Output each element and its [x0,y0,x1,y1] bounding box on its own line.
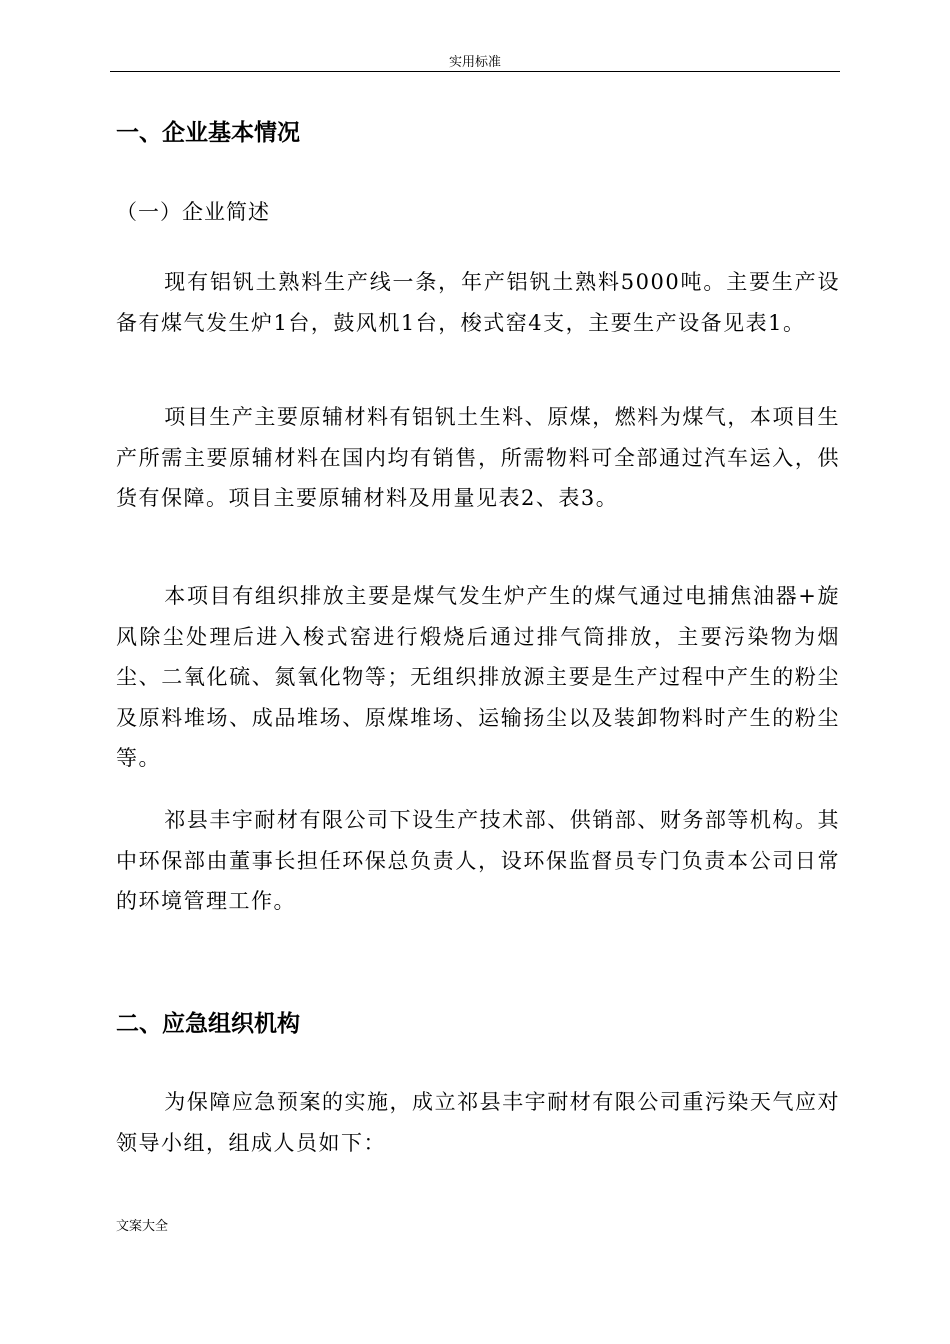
paragraph-4: 祁县丰宇耐材有限公司下设生产技术部、供销部、财务部等机构。其中环保部由董事长担任环保总负责人，设环保监督员专门负责本公司日常的环境管理工作。 [116,808,840,913]
paragraph-2: 项目生产主要原辅材料有铝钒土生料、原煤，燃料为煤气，本项目生产所需主要原辅材料在国内均有销售，所需物料可全部通过汽车运入，供货有保障。项目主要原辅材料及用量见表2、表3。 [116,405,840,510]
page-footer: 文案大全 [116,1219,169,1234]
paragraph-5: 为保障应急预案的实施，成立祁县丰宇耐材有限公司重污染天气应对领导小组，组成人员如下： [116,1090,840,1155]
section-heading-2: 二、应急组织机构 [116,1011,300,1037]
header-rule [110,71,840,72]
page-header: 实用标准 [448,55,501,70]
paragraph-1: 现有铝钒土熟料生产线一条，年产铝钒土熟料5000吨。主要生产设备有煤气发生炉1台，鼓风机1台，梭式窑4支，主要生产设备见表1。 [116,270,840,335]
section-subheading-1-1: （一）企业简述 [116,200,270,224]
paragraph-3: 本项目有组织排放主要是煤气发生炉产生的煤气通过电捕焦油器+旋风除尘处理后进入梭式窑进行煅烧后通过排气筒排放，主要污染物为烟尘、二氧化硫、氮氧化物等；无组织排放源主要是生产过程中产生的粉尘及原料堆场、成品堆场、原煤堆场、运输扬尘以及装卸物料时产生的粉尘等。 [116,584,840,770]
section-heading-1: 一、企业基本情况 [116,120,300,146]
